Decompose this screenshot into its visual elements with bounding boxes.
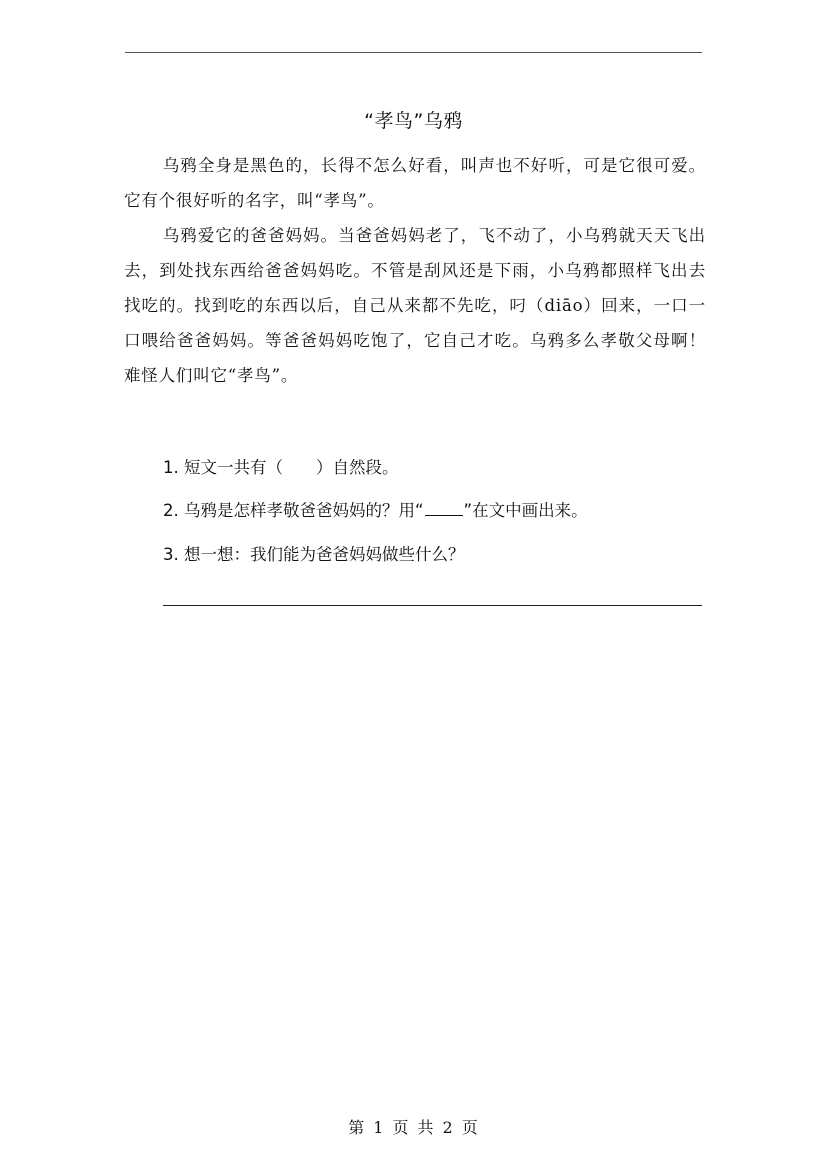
footer-word-di: 第 [348,1118,366,1137]
question-2 [163,499,588,523]
passage-body [124,148,706,393]
paragraph-1: 乌鸦全身是黑色的，长得不怎么好看，叫声也不好听，可是它很可爱。它有个很好听的名字，叫“孝鸟”。 [124,156,706,210]
footer-word-ye: 页 [392,1118,410,1137]
current-page-number: 1 [373,1118,385,1137]
answer-line [163,605,702,606]
passage-title: “孝鸟”乌鸦 [364,110,463,132]
question-2-text-end: ”在文中画出来。 [463,501,588,520]
total-page-number: 2 [442,1118,454,1137]
header-rule [125,52,702,53]
footer-word-gong: 共 [417,1118,435,1137]
question-2-text-start: 2. 乌鸦是怎样孝敬爸爸妈妈的？用“ [163,501,424,520]
underline-mark [425,501,463,516]
question-1: 1. 短文一共有（ ）自然段。 [163,458,399,477]
page-footer [0,1116,827,1140]
question-3: 3. 想一想：我们能为爸爸妈妈做些什么？ [163,545,465,564]
paragraph-2: 乌鸦爱它的爸爸妈妈。当爸爸妈妈老了，飞不动了，小乌鸦就天天飞出去，到处找东西给爸爸妈妈吃。不管是刮风还是下雨，小乌鸦都照样飞出去找吃的。找到吃的东西以后，自己从来都不先吃，叼（diāo）回来，一口一口喂给爸爸妈妈。等爸爸妈妈吃饱了，它自己才吃。乌鸦多么孝敬父母啊！难怪人们叫它“孝鸟”。 [124,226,706,385]
footer-word-ye-2: 页 [461,1118,479,1137]
